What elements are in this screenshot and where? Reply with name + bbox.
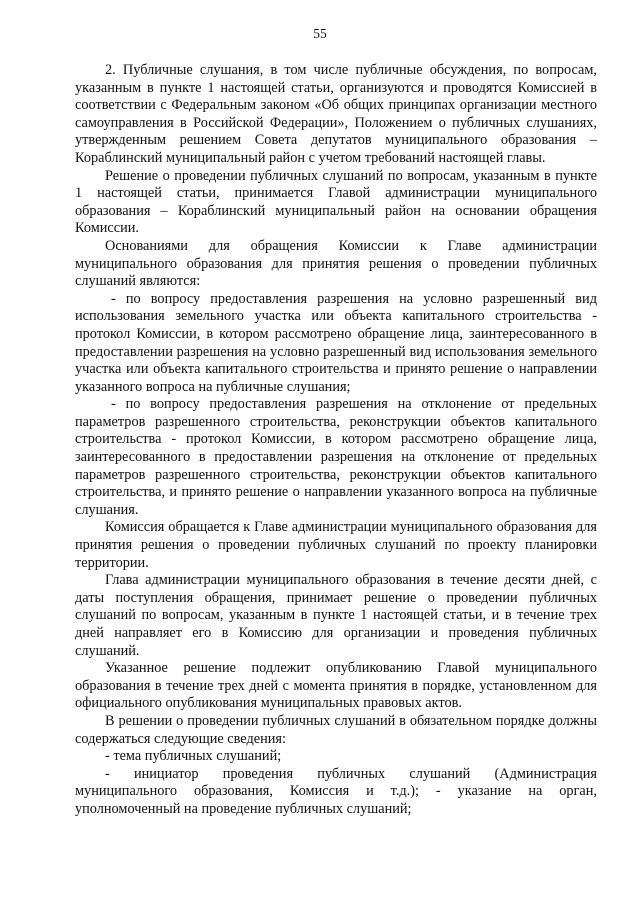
paragraph-required-information: В решении о проведении публичных слушаний в обязательном порядке должны содержаться следующие сведения: bbox=[75, 712, 597, 747]
list-item-hearing-initiator: - инициатор проведения публичных слушаний (Администрация муниципального образования, Комиссия и т.д.); - указание на орган, уполномоченный на проведение публичных слушаний; bbox=[75, 765, 597, 817]
paragraph-publication: Указанное решение подлежит опубликованию Главой муниципального образования в течение трех дней с момента принятия в порядке, установленном для официального опубликования муниципальных правовых актов. bbox=[75, 660, 597, 712]
paragraph-public-hearings-organization: 2. Публичные слушания, в том числе публичные обсуждения, по вопросам, указанным в пункте 1 настоящей статьи, организуются и проводятся Комиссией в соответствии с Федеральным законом «Об общих принципах организации местного самоуправления в Российской Федерации», Положением о публичных слушаниях, утвержденным решением Совета депутатов муниципального образования – Кораблинский муниципальный район с учетом требований настоящей главы. bbox=[75, 62, 597, 166]
paragraph-grounds-for-appeal: Основаниями для обращения Комиссии к Главе администрации муниципального образования для принятия решения о проведении публичных слушаний являются: bbox=[75, 237, 597, 290]
page-number: 55 bbox=[313, 26, 327, 41]
paragraph-territory-planning: Комиссия обращается к Главе администрации муниципального образования для принятия решения о проведении публичных слушаний по проекту планировки территории. bbox=[75, 519, 597, 571]
paragraph-ten-day-decision: Глава администрации муниципального образования в течение десяти дней, с даты поступления обращения, принимает решение о проведении публичных слушаний по вопросам, указанным в пункте 1 настоящей статьи, и в течение трех дней направляет его в Комиссию для организации и проведения публичных слушаний. bbox=[75, 572, 597, 659]
list-item-hearing-topic: - тема публичных слушаний; bbox=[105, 748, 282, 765]
list-item-conditional-use-permit: - по вопросу предоставления разрешения на условно разрешенный вид использования земельного участка или объекта капитального строительства - протокол Комиссии, в котором рассмотрено обращение лица, заинтересованного в предоставлении разрешения на условно разрешенный вид использования земельного участка или объекта капитального строительства и принято решение о направлении указанного вопроса на публичные слушания; bbox=[75, 290, 597, 395]
paragraph-decision-on-hearings: Решение о проведении публичных слушаний по вопросам, указанным в пункте 1 настоящей статьи, принимается Главой администрации муниципального образования – Кораблинский муниципальный район на основании обращения Комиссии. bbox=[75, 167, 597, 237]
body-text bbox=[75, 62, 597, 819]
list-item-deviation-permit: - по вопросу предоставления разрешения на отклонение от предельных параметров разрешенного строительства, реконструкции объектов капитального строительства - протокол Комиссии, в котором рассмотрено обращение лица, заинтересованного в предоставлении разрешения на отклонение от предельных параметров разрешенного строительства, реконструкции объектов капитального строительства, и принято решение о направлении указанного вопроса на публичные слушания. bbox=[75, 396, 597, 518]
